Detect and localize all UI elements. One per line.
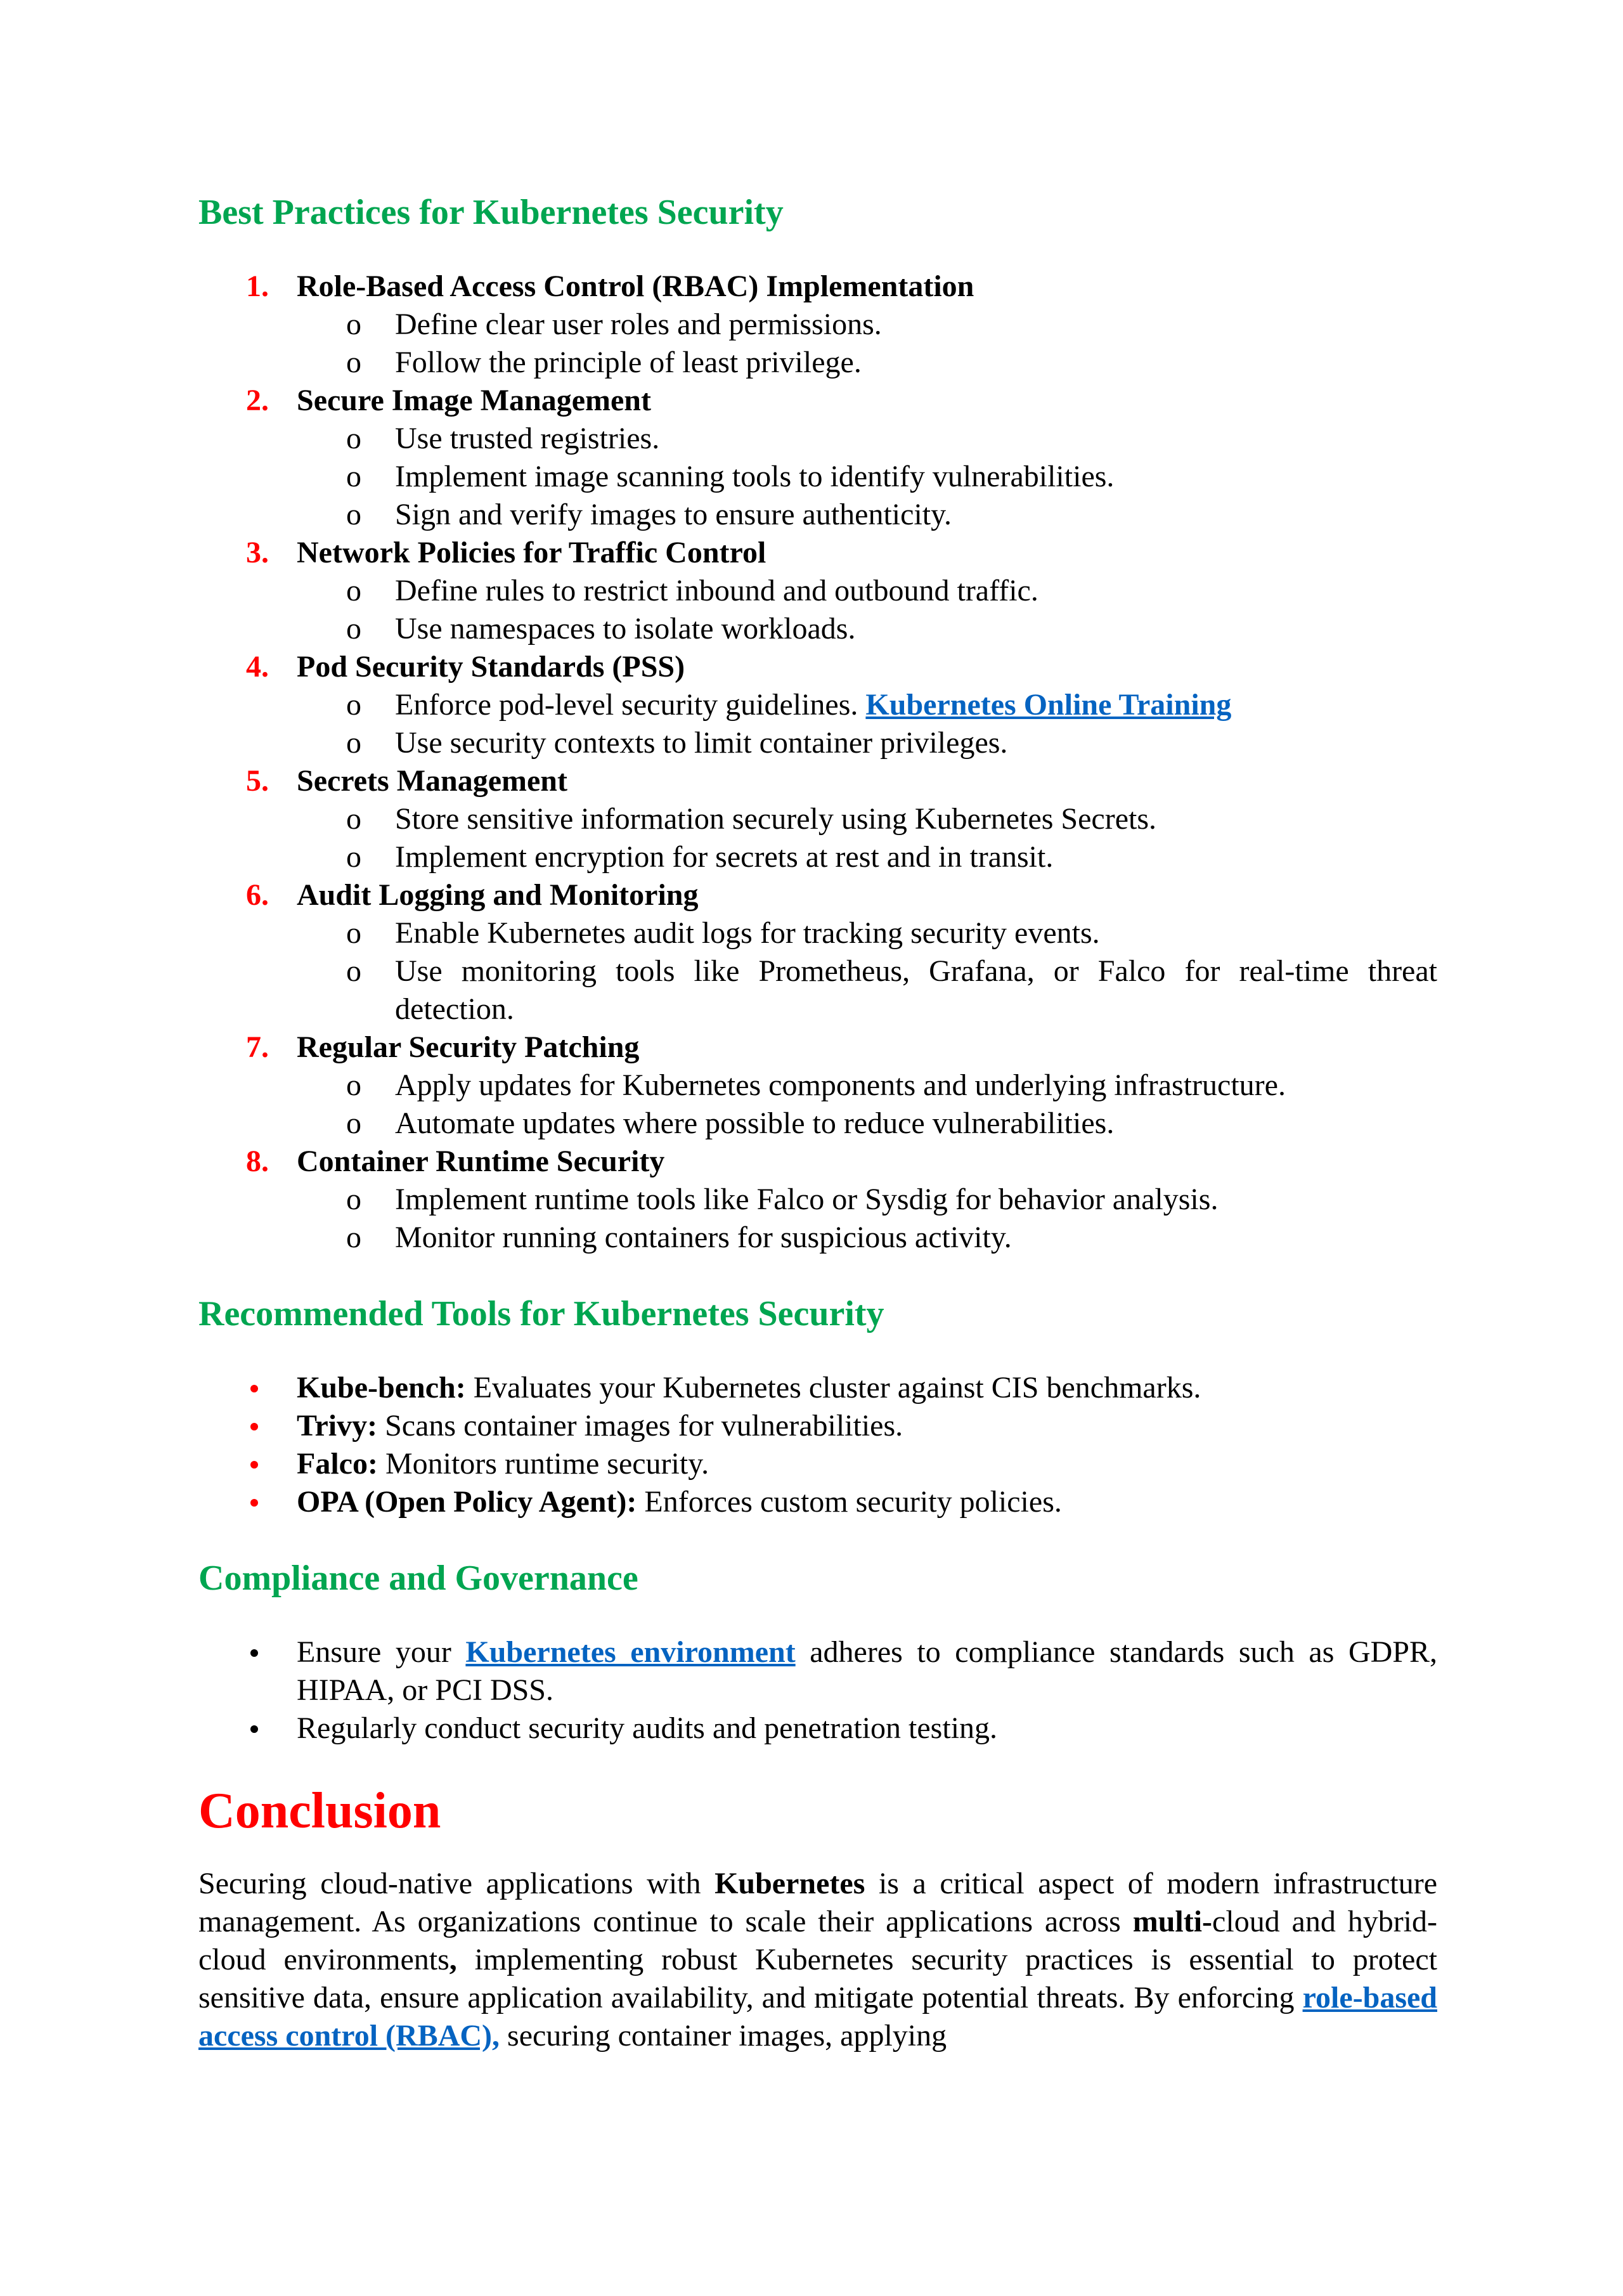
sub-item-text: Implement image scanning tools to identify vulnerabilities. [395,460,1115,493]
sub-item [297,496,1437,534]
practice-item [198,268,1437,382]
sub-item [297,1067,1437,1105]
practice-item [198,648,1437,762]
bullet-icon [250,1385,258,1392]
compliance-heading: Compliance and Governance [198,1559,638,1598]
practice-number: 3. [246,536,269,569]
practice-sublist [297,800,1437,876]
tool-name: Trivy: [297,1409,378,1443]
circle-bullet-icon: o [346,1221,361,1254]
circle-bullet-icon: o [346,802,361,836]
best-practices-heading: Best Practices for Kubernetes Security [198,193,784,232]
practice-sublist [297,1067,1437,1143]
bullet-icon [250,1461,258,1469]
circle-bullet-icon: o [346,1068,361,1102]
sub-item [297,1219,1437,1257]
circle-bullet-icon: o [346,346,361,379]
sub-item-text: Implement encryption for secrets at rest and in transit. [395,840,1054,874]
practice-sublist [297,572,1437,648]
practice-number: 4. [246,650,269,684]
tool-description: Enforces custom security policies. [637,1485,1062,1519]
tool-name: Kube-bench: [297,1371,466,1404]
practice-title: Secrets Management [297,764,567,798]
practice-title: Container Runtime Security [297,1145,665,1178]
tool-description: Evaluates your Kubernetes cluster against CIS benchmarks. [465,1371,1201,1404]
sub-item [297,458,1437,496]
list-item: Ensure your Kubernetes environment adheres to compliance standards such as GDPR, HIPAA, or PCI DSS. [198,1633,1437,1709]
practice-number: 6. [246,878,269,912]
practice-item [198,382,1437,534]
tool-name: Falco: [297,1447,378,1481]
sub-item [297,1105,1437,1143]
practice-title: Audit Logging and Monitoring [297,878,699,912]
circle-bullet-icon: o [346,726,361,760]
document-page [198,190,1437,2055]
sub-item [297,1181,1437,1219]
sub-item-text: Automate updates where possible to reduce vulnerabilities. [395,1106,1115,1140]
sub-item [297,420,1437,458]
sub-item [297,914,1437,952]
sub-item-text: Use trusted registries. [395,422,660,455]
kubernetes-environment-link[interactable]: Kubernetes environment [465,1635,796,1669]
practice-item [198,534,1437,648]
practice-sublist [297,420,1437,534]
circle-bullet-icon: o [346,574,361,607]
tool-item [198,1483,1437,1521]
sub-item-text: Implement runtime tools like Falco or Sysdig for behavior analysis. [395,1183,1219,1216]
practice-item [198,1143,1437,1257]
circle-bullet-icon: o [346,916,361,950]
tool-item [198,1369,1437,1407]
bullet-icon [250,1725,258,1733]
sub-item-text: Define rules to restrict inbound and outbound traffic. [395,574,1038,607]
practice-title: Role-Based Access Control (RBAC) Implementation [297,269,974,303]
sub-item-text: Follow the principle of least privilege. [395,346,862,379]
sub-item-text: Monitor running containers for suspicious activity. [395,1221,1012,1254]
tool-description: Monitors runtime security. [377,1447,709,1481]
practice-number: 7. [246,1030,269,1064]
circle-bullet-icon: o [346,954,361,988]
practice-title: Regular Security Patching [297,1030,640,1064]
practice-title: Secure Image Management [297,384,651,417]
sub-item-text: Sign and verify images to ensure authenticity. [395,498,952,531]
sub-item [297,344,1437,382]
conclusion-paragraph: Securing cloud-native applications with Kubernetes is a critical aspect of modern infrastructure management. As organizations continue to scale their applications across multi-cloud and hybrid-cloud environments, implementing robust Kubernetes security practices is essential to protect sensitive data, ensure application availability, and mitigate potential threats. By enforcing role-based access control (RBAC), securing container images, applying [198,1867,1438,2053]
circle-bullet-icon: o [346,1106,361,1140]
practice-number: 5. [246,764,269,798]
practice-sublist [297,1181,1437,1257]
sub-item-text: Define clear user roles and permissions. [395,308,882,341]
sub-item-text: Use namespaces to isolate workloads. [395,612,856,645]
tool-item [198,1445,1437,1483]
sub-item [297,610,1437,648]
circle-bullet-icon: o [346,460,361,493]
compliance-list [198,1633,1437,1748]
practice-item [198,762,1437,876]
practice-number: 8. [246,1145,269,1178]
circle-bullet-icon: o [346,498,361,531]
best-practices-list [198,268,1437,1257]
sub-item-text: Enable Kubernetes audit logs for tracking security events. [395,916,1100,950]
practice-number: 1. [246,269,269,303]
practice-item [198,1028,1437,1143]
sub-item [297,724,1437,762]
practice-number: 2. [246,384,269,417]
circle-bullet-icon: o [346,1183,361,1216]
sub-item-text: Store sensitive information securely using Kubernetes Secrets. [395,802,1157,836]
sub-item [297,952,1437,1028]
bullet-icon [250,1423,258,1430]
rbac-link[interactable]: role-based access control (RBAC), [198,1981,1437,2053]
circle-bullet-icon: o [346,308,361,341]
sub-item [297,306,1437,344]
circle-bullet-icon: o [346,422,361,455]
tool-description: Scans container images for vulnerabilities. [377,1409,903,1443]
circle-bullet-icon: o [346,612,361,645]
sub-item [297,572,1437,610]
tools-list [198,1369,1437,1521]
sub-item [297,800,1437,838]
recommended-tools-heading: Recommended Tools for Kubernetes Security [198,1294,884,1333]
tool-item [198,1407,1437,1445]
sub-item-text: Enforce pod-level security guidelines. [395,688,858,722]
bullet-icon [250,1649,258,1657]
tool-name: OPA (Open Policy Agent): [297,1485,637,1519]
sub-item [297,838,1437,876]
practice-title: Network Policies for Traffic Control [297,536,766,569]
circle-bullet-icon: o [346,688,361,722]
conclusion-heading: Conclusion [198,1783,441,1839]
sub-item-text: Use security contexts to limit container privileges. [395,726,1008,760]
practice-item [198,876,1437,1028]
kubernetes-online-training-link[interactable]: Kubernetes Online Training [865,688,1232,722]
practice-sublist [297,686,1437,762]
circle-bullet-icon: o [346,840,361,874]
list-item: Regularly conduct security audits and penetration testing. [198,1709,1437,1748]
sub-item [297,686,1437,724]
practice-sublist [297,914,1437,1028]
sub-item-text: Use monitoring tools like Prometheus, Grafana, or Falco for real-time threat detection. [395,954,1437,1026]
practice-title: Pod Security Standards (PSS) [297,650,685,684]
bullet-icon [250,1499,258,1507]
sub-item-text: Apply updates for Kubernetes components and underlying infrastructure. [395,1068,1286,1102]
practice-sublist [297,306,1437,382]
